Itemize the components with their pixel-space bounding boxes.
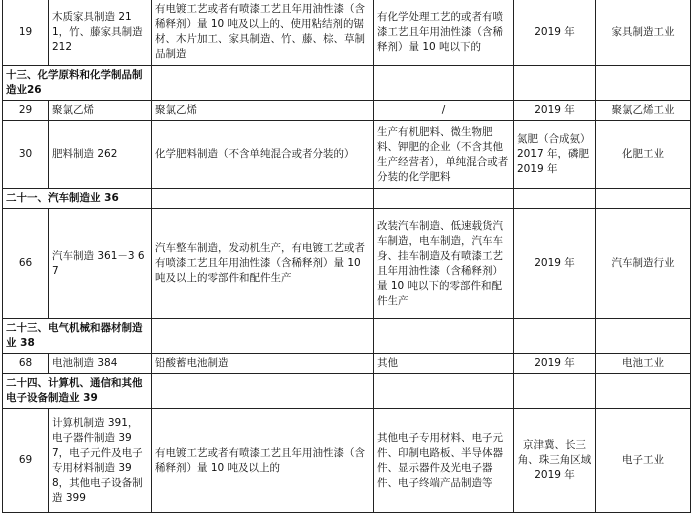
row-number: 19 <box>3 0 49 66</box>
table-row <box>3 354 691 374</box>
simplified-management-cell: 改装汽车制造、低速载货汽车制造，电车制造，汽车车身、挂车制造及有喷漆工艺且年用油性漆（含稀释剂）量 10 吨以下的零部件和配件生产 <box>374 209 514 319</box>
industry-category-cell: 聚氯乙烯工业 <box>596 101 691 121</box>
section-title: 二十一、汽车制造业 36 <box>3 189 152 209</box>
key-management-scope-cell: 有电镀工艺或者有喷漆工艺且年用油性漆（含稀释剂）量 10 吨及以上的 <box>152 409 374 513</box>
key-management-scope-cell: 有电镀工艺或者有喷漆工艺且年用油性漆（含稀释剂）量 10 吨及以上的、使用粘结剂的锯材、木片加工、家具制造、竹、藤、棕、草制品制造 <box>152 0 374 66</box>
deadline-year-cell: 2019 年 <box>514 209 596 319</box>
empty-cell <box>596 66 691 101</box>
section-title: 二十三、电气机械和器材制造业 38 <box>3 319 152 354</box>
industry-cell: 汽车制造 361－3 67 <box>49 209 152 319</box>
key-management-scope-cell: 化学肥料制造（不含单纯混合或者分装的） <box>152 121 374 189</box>
empty-cell <box>152 319 374 354</box>
empty-cell <box>374 319 514 354</box>
section-title: 二十四、计算机、通信和其他电子设备制造业 39 <box>3 374 152 409</box>
key-management-scope-cell: 汽车整车制造，发动机生产，有电镀工艺或者有喷漆工艺且年用油性漆（含稀释剂）量 10 吨及以上的零部件和配件生产 <box>152 209 374 319</box>
key-management-scope-cell: 铅酸蓄电池制造 <box>152 354 374 374</box>
table-row <box>3 409 691 513</box>
section-row <box>3 189 691 209</box>
empty-cell <box>374 66 514 101</box>
deadline-year-cell: 京津冀、长三角、珠三角区域 2019 年 <box>514 409 596 513</box>
simplified-management-cell: 其他 <box>374 354 514 374</box>
empty-cell <box>514 319 596 354</box>
empty-cell <box>596 374 691 409</box>
industry-cell: 肥料制造 262 <box>49 121 152 189</box>
empty-cell <box>514 374 596 409</box>
empty-cell <box>374 374 514 409</box>
empty-cell <box>514 66 596 101</box>
industry-category-cell: 电池工业 <box>596 354 691 374</box>
deadline-year-cell: 2019 年 <box>514 354 596 374</box>
table-row <box>3 0 691 66</box>
industry-cell: 木质家具制造 211，竹、藤家具制造 212 <box>49 0 152 66</box>
section-title: 十三、化学原料和化学制品制造业26 <box>3 66 152 101</box>
row-number: 69 <box>3 409 49 513</box>
row-number: 30 <box>3 121 49 189</box>
industry-cell: 聚氯乙烯 <box>49 101 152 121</box>
empty-cell <box>152 374 374 409</box>
simplified-management-cell: 有化学处理工艺的或者有喷漆工艺且年用油性漆（含稀释剂）量 10 吨以下的 <box>374 0 514 66</box>
empty-cell <box>152 189 374 209</box>
simplified-management-cell: 其他电子专用材料、电子元件、印制电路板、半导体器件、显示器件及光电子器件、电子终端产品制造等 <box>374 409 514 513</box>
industry-category-cell: 家具制造工业 <box>596 0 691 66</box>
deadline-year-cell: 2019 年 <box>514 101 596 121</box>
empty-cell <box>152 66 374 101</box>
table-row <box>3 101 691 121</box>
section-row <box>3 66 691 101</box>
simplified-management-cell: 生产有机肥料、微生物肥料、钾肥的企业（不含其他生产经营者），单纯混合或者分装的化学肥料 <box>374 121 514 189</box>
table-row <box>3 209 691 319</box>
empty-cell <box>514 189 596 209</box>
row-number: 68 <box>3 354 49 374</box>
row-number: 29 <box>3 101 49 121</box>
permit-classification-table <box>2 0 691 513</box>
industry-category-cell: 化肥工业 <box>596 121 691 189</box>
section-row <box>3 319 691 354</box>
table-row <box>3 121 691 189</box>
industry-cell: 电池制造 384 <box>49 354 152 374</box>
empty-cell <box>374 189 514 209</box>
deadline-year-cell: 氮肥（合成氨）2017 年，磷肥 2019 年 <box>514 121 596 189</box>
deadline-year-cell: 2019 年 <box>514 0 596 66</box>
industry-cell: 计算机制造 391，电子器件制造 397，电子元件及电子专用材料制造 398，其他电子设备制造 399 <box>49 409 152 513</box>
section-row <box>3 374 691 409</box>
industry-category-cell: 电子工业 <box>596 409 691 513</box>
empty-cell <box>596 189 691 209</box>
industry-category-cell: 汽车制造行业 <box>596 209 691 319</box>
key-management-scope-cell: 聚氯乙烯 <box>152 101 374 121</box>
empty-cell <box>596 319 691 354</box>
simplified-management-cell: / <box>374 101 514 121</box>
row-number: 66 <box>3 209 49 319</box>
